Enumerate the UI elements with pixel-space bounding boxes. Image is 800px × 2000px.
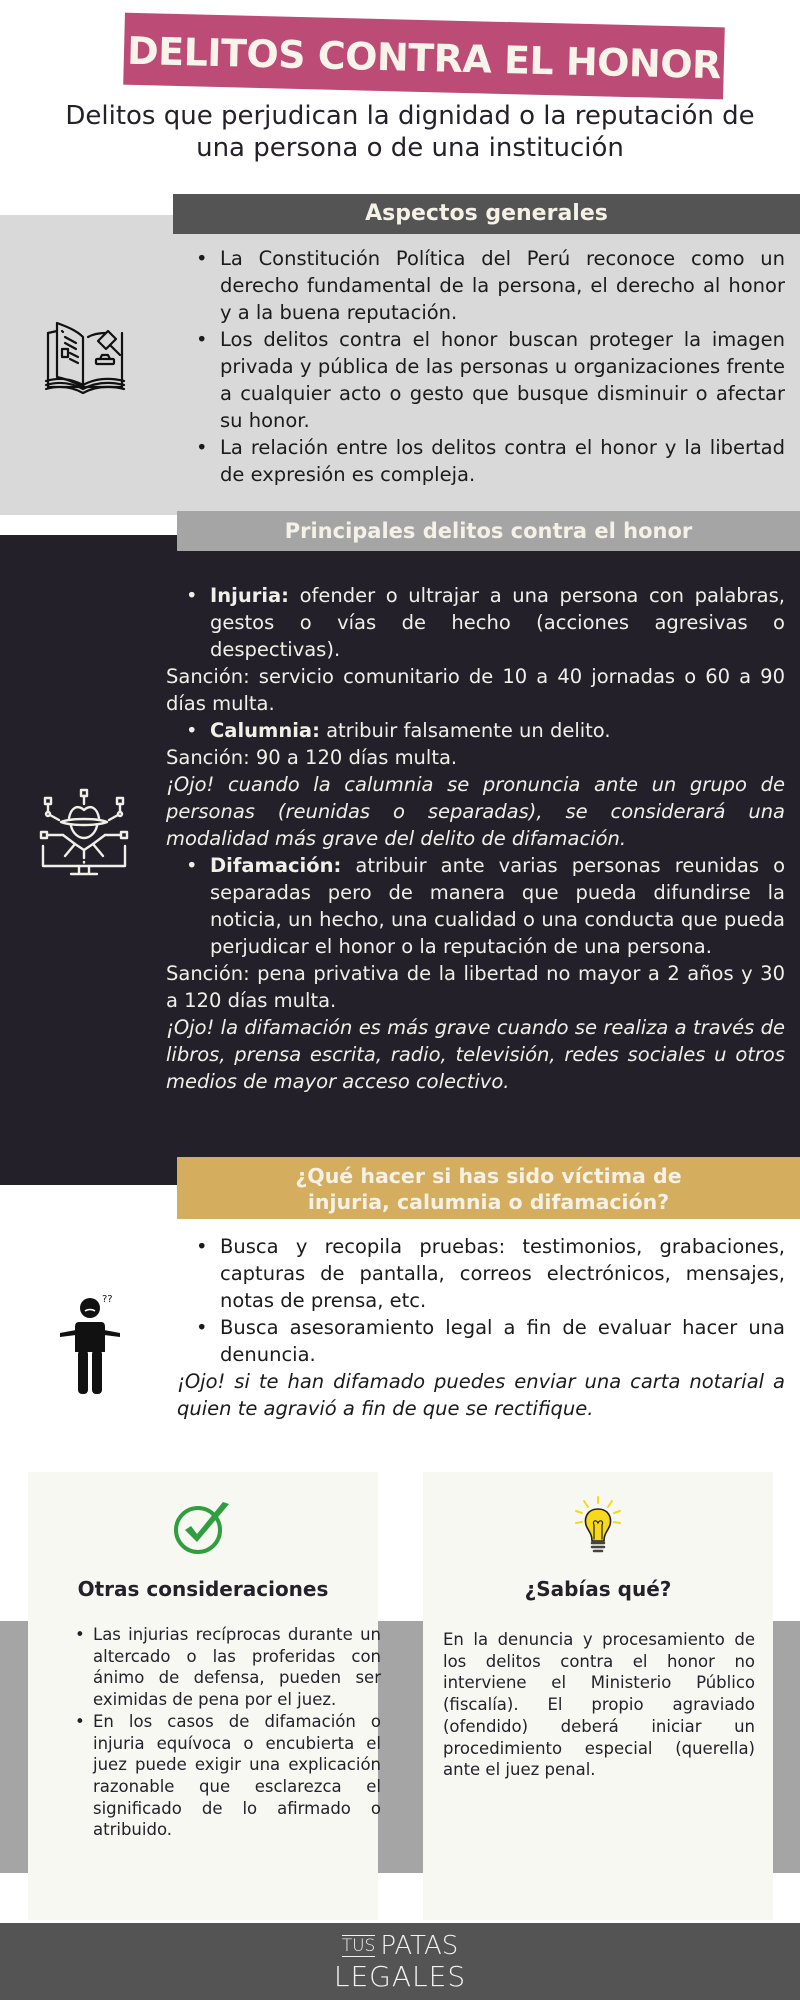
crime-sanction: Sanción: pena privativa de la libertad no mayor a 2 años y 30 a 120 días multa.	[166, 962, 785, 1012]
crime-term: Difamación:	[210, 854, 342, 877]
lightbulb-icon	[423, 1492, 773, 1562]
crime-note: ¡Ojo! cuando la calumnia se pronuncia ante un grupo de personas (reunidas o separadas), se considerará una modalidad más grave del delito de difamación.	[166, 773, 785, 850]
law-book-gavel-icon	[40, 310, 130, 400]
logo-patas: PATAS	[380, 1931, 459, 1961]
crime-sanction: Sanción: servicio comunitario de 10 a 40 jornadas o 60 a 90 días multa.	[166, 665, 785, 715]
brand-logo	[0, 1931, 800, 1993]
crime-calumnia	[166, 717, 785, 744]
card-other-considerations	[28, 1472, 381, 1920]
card-did-you-know	[423, 1472, 773, 1920]
list-item: • En los casos de difamación o injuria equívoca o encubierta el juez puede exigir una explicación razonable que esclarezca el significado de lo afirmado o atribuido.	[73, 1711, 381, 1841]
hacker-monitor-icon	[35, 782, 135, 882]
crime-difamacion	[166, 852, 785, 960]
section-general-header: Aspectos generales	[173, 194, 800, 234]
list-item: • La Constitución Política del Perú reconoce como un derecho fundamental de la persona, el derecho al honor y a la buena reputación.	[190, 245, 785, 326]
svg-text:??: ??	[102, 1294, 113, 1305]
page-subtitle: Delitos que perjudican la dignidad o la reputación de una persona o de una institución	[65, 101, 755, 163]
card-body	[73, 1624, 381, 1841]
logo-tus: TUS	[341, 1936, 376, 1956]
card-body: En la denuncia y procesamiento de los delitos contra el honor no interviene el Ministerio Público (fiscalía). El propio agraviado (ofendido) deberá iniciar un procedimiento especial (querella) ante el juez penal.	[443, 1630, 755, 1780]
crime-term: Calumnia:	[210, 719, 320, 742]
section-general-content	[190, 245, 785, 488]
list-item: • Busca asesoramiento legal a fin de evaluar hacer una denuncia.	[178, 1314, 785, 1368]
list-item: • Busca y recopila pruebas: testimonios, grabaciones, capturas de pantalla, correos electrónicos, mensajes, notas de prensa, etc.	[178, 1233, 785, 1314]
header-line: ¿Qué hacer si has sido víctima de	[295, 1164, 682, 1188]
section-crimes-header: Principales delitos contra el honor	[177, 511, 800, 551]
crime-definition: atribuir ante varias personas reunidas o separadas pero de manera que pueda difundirse la noticia, un hecho, una cualidad o una conducta que pueda perjudicar el honor o la reputación de una persona.	[210, 854, 785, 958]
section-crimes-content	[166, 582, 785, 1095]
page-title: DELITOS CONTRA EL HONOR	[126, 28, 722, 88]
tip-note: ¡Ojo! si te han difamado puedes enviar una carta notarial a quien te agravió a fin de que se rectifique.	[177, 1370, 785, 1420]
crime-term: Injuria:	[210, 584, 289, 607]
list-item: • La relación entre los delitos contra el honor y la libertad de expresión es compleja.	[190, 434, 785, 488]
footer	[0, 1923, 800, 2000]
crime-definition: ofender o ultrajar a una persona con palabras, gestos o vías de hecho (acciones agresivas o despectivas).	[210, 584, 785, 661]
crime-injuria	[166, 582, 785, 663]
checkmark-circle-icon	[28, 1492, 378, 1562]
logo-legales: LEGALES	[333, 1960, 467, 1993]
crime-note: ¡Ojo! la difamación es más grave cuando se realiza a través de libros, prensa escrita, radio, televisión, redes sociales u otros medios de mayor acceso colectivo.	[166, 1016, 785, 1093]
card-title: ¿Sabías qué?	[524, 1577, 672, 1601]
card-title: Otras consideraciones	[77, 1577, 329, 1601]
list-item: • Las injurias recíprocas durante un altercado o las proferidas con ánimo de defensa, pueden ser eximidas de pena por el juez.	[73, 1624, 381, 1711]
header-line: injuria, calumnia o difamación?	[307, 1190, 670, 1214]
section-what-to-do-header	[177, 1157, 800, 1219]
list-item: • Los delitos contra el honor buscan proteger la imagen privada y pública de las personas u organizaciones frente a cualquier acto o gesto que busque disminuir o afectar su honor.	[190, 326, 785, 434]
confused-person-icon	[55, 1290, 135, 1400]
crime-sanction: Sanción: 90 a 120 días multa.	[166, 746, 458, 769]
crime-definition: atribuir falsamente un delito.	[319, 719, 611, 742]
section-what-to-do-content	[178, 1233, 785, 1422]
